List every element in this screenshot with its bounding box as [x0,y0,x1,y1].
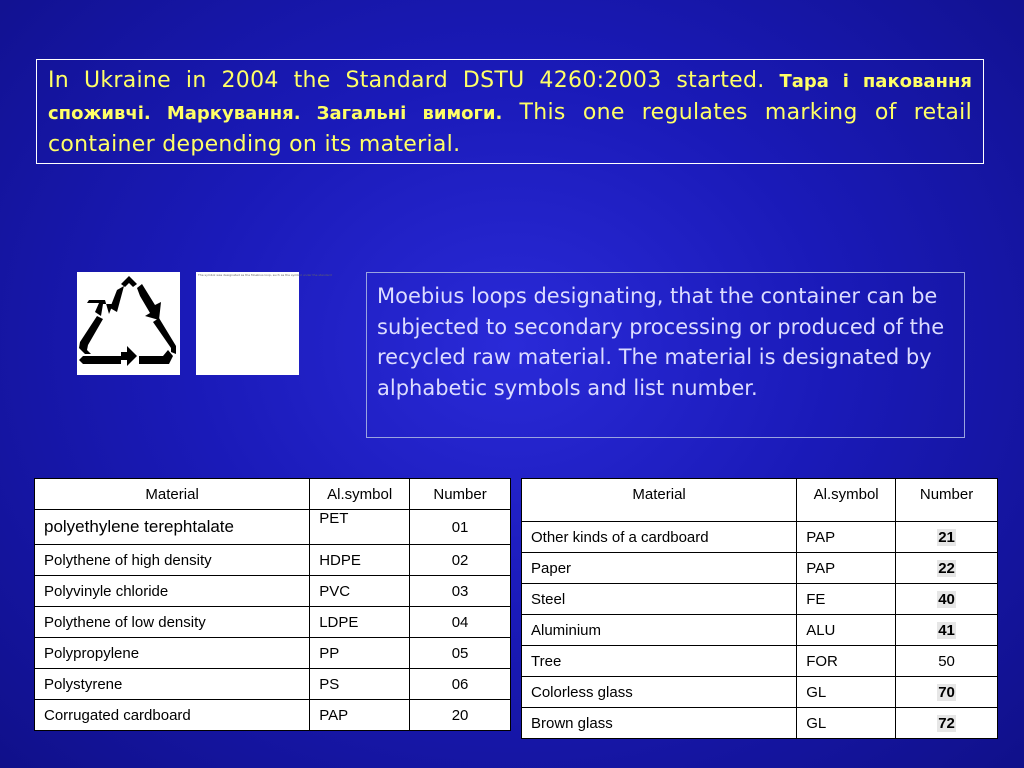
number-cell: 50 [896,646,998,677]
header-symbol: Al.symbol [310,479,410,510]
number-cell: 03 [410,576,511,607]
table-row [522,708,998,739]
number-cell [896,522,998,553]
symbol-cell: PVC [310,576,410,607]
symbol-image-caption: The symbol was designated as the Moebius loop, such as the symbol under the standard [198,273,332,277]
material-cell: Polythene of high density [35,545,310,576]
table-row [522,677,998,708]
material-cell: Polypropylene [35,638,310,669]
number-cell [896,615,998,646]
intro-tail: This one regulates marking of retail container depending on its material. [48,100,972,157]
standard-title: Тара і паковання споживчі. Маркування. Загальні вимоги. [48,71,972,124]
header-material: Material [35,479,310,510]
number-cell: 06 [410,669,511,700]
number-cell: 20 [410,700,511,731]
material-cell: Corrugated cardboard [35,700,310,731]
material-cell: Tree [522,646,797,677]
table-row [522,553,998,584]
table-row [35,638,511,669]
symbol-cell: PET [310,510,410,545]
symbol-cell: PAP [797,553,896,584]
table-row [35,576,511,607]
number-value: 72 [938,714,955,732]
symbol-cell: GL [797,708,896,739]
symbol-cell: ALU [797,615,896,646]
material-cell: Polythene of low density [35,607,310,638]
number-cell [896,553,998,584]
number-value: 22 [938,559,955,577]
table-row [35,669,511,700]
symbol-cell: LDPE [310,607,410,638]
header-material: Material [522,479,797,522]
symbol-cell: PP [310,638,410,669]
table-row [35,510,511,545]
symbol-cell: PAP [310,700,410,731]
table-row [522,584,998,615]
material-cell: Polyvinyle chloride [35,576,310,607]
header-number: Number [896,479,998,522]
number-cell: 02 [410,545,511,576]
material-cell: Aluminium [522,615,797,646]
materials-table-left [34,478,511,731]
table-row [522,615,998,646]
moebius-description: Moebius loops designating, that the container can be subjected to secondary processing or produced of the recycled raw material. The material is designated by alphabetic symbols and list number. [377,284,945,400]
number-value: 40 [938,590,955,608]
table-row [35,607,511,638]
number-value: 41 [938,621,955,639]
number-cell: 04 [410,607,511,638]
table-header-row [522,479,998,522]
materials-table-right [521,478,998,739]
number-cell [896,708,998,739]
intro-text-box [36,59,984,164]
material-cell: Steel [522,584,797,615]
material-cell: polyethylene terephtalate [35,510,310,545]
moebius-description-box [366,272,965,438]
symbol-cell: PS [310,669,410,700]
symbol-cell: FOR [797,646,896,677]
symbol-cell: HDPE [310,545,410,576]
recycling-moebius-loop-icon [77,272,180,375]
intro-lead: In Ukraine in 2004 the Standard DSTU 4260:2003 started. [48,68,780,93]
header-symbol: Al.symbol [797,479,896,522]
recycling-logo-tile [77,272,180,375]
symbol-cell: PAP [797,522,896,553]
material-cell: Brown glass [522,708,797,739]
table-row [35,545,511,576]
table-row [522,646,998,677]
number-cell [896,584,998,615]
material-cell: Colorless glass [522,677,797,708]
table-row [35,700,511,731]
material-cell: Polystyrene [35,669,310,700]
table-header-row [35,479,511,510]
material-cell: Paper [522,553,797,584]
header-number: Number [410,479,511,510]
number-value: 21 [938,528,955,546]
symbol-image-tile [196,272,332,375]
number-value: 70 [938,683,955,701]
symbol-cell: FE [797,584,896,615]
table-row [522,522,998,553]
number-cell: 05 [410,638,511,669]
number-cell [896,677,998,708]
material-cell: Other kinds of a cardboard [522,522,797,553]
symbol-cell: GL [797,677,896,708]
number-cell: 01 [410,510,511,545]
